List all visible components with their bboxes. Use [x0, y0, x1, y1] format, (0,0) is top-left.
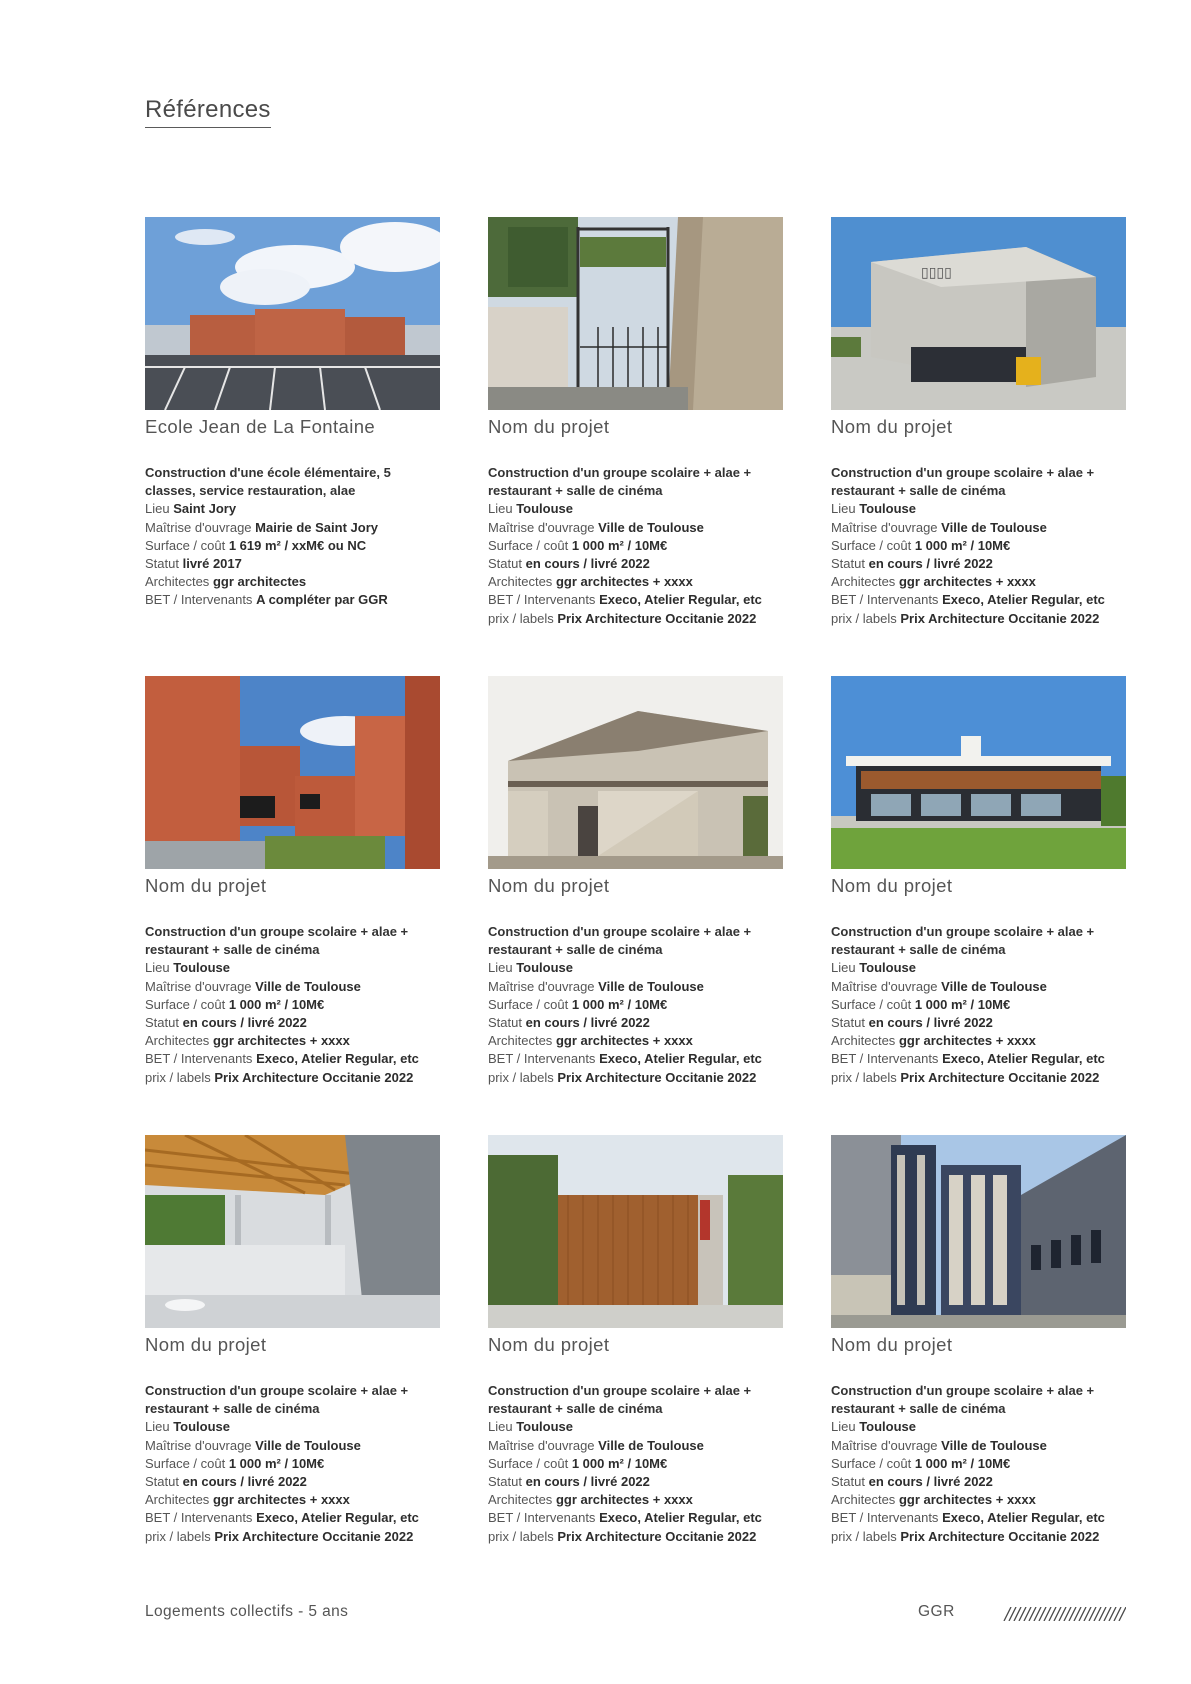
row-value: Prix Architecture Occitanie 2022	[557, 1528, 757, 1544]
row-value: 1 000 m² / 10M€	[914, 537, 1011, 553]
maitrise-row	[145, 519, 440, 537]
row-label: Architectes	[145, 574, 210, 590]
row-label: Lieu	[145, 501, 170, 517]
row-label: BET / Intervenants	[831, 592, 939, 608]
concrete-cinema-photo	[831, 217, 1126, 410]
lieu-row	[831, 1418, 1126, 1436]
row-value: Prix Architecture Occitanie 2022	[557, 610, 757, 626]
svg-text:▯▯▯▯: ▯▯▯▯	[921, 264, 952, 280]
row-label: Architectes	[831, 574, 896, 590]
row-label: BET / Intervenants	[831, 1510, 939, 1526]
row-value: Toulouse	[173, 960, 231, 976]
statut-row	[831, 1473, 1126, 1491]
timber-canopy-photo	[145, 1135, 440, 1328]
project-title: Nom du projet	[145, 875, 267, 896]
row-value: Ville de Toulouse	[941, 978, 1047, 994]
row-label: Lieu	[488, 1419, 513, 1435]
surface-row	[145, 537, 440, 555]
lieu-row	[145, 959, 440, 977]
row-value: livré 2017	[182, 556, 242, 572]
lieu-row	[831, 500, 1126, 518]
project-card	[831, 217, 1126, 628]
row-label: Surface / coût	[488, 996, 569, 1012]
statut-row	[145, 1014, 440, 1032]
bet-row	[145, 1509, 440, 1527]
lieu-row	[145, 1418, 440, 1436]
maitrise-row	[488, 519, 783, 537]
prix-row	[831, 610, 1126, 628]
row-value: A compléter par GGR	[256, 592, 388, 608]
row-label: Lieu	[831, 1419, 856, 1435]
row-value: ggr architectes	[212, 574, 307, 590]
project-title: Nom du projet	[831, 875, 953, 896]
row-label: prix / labels	[145, 1528, 211, 1544]
row-value: Ville de Toulouse	[598, 1437, 704, 1453]
lieu-row	[145, 500, 440, 518]
row-value: Toulouse	[516, 960, 574, 976]
row-label: Lieu	[145, 1419, 170, 1435]
row-label: Maîtrise d'ouvrage	[145, 1437, 252, 1453]
brick-housing-photo	[145, 676, 440, 869]
row-label: prix / labels	[488, 1069, 554, 1085]
bet-row	[145, 591, 440, 609]
project-card	[831, 676, 1126, 1087]
row-value: Prix Architecture Occitanie 2022	[900, 1528, 1100, 1544]
prix-row	[831, 1528, 1126, 1546]
architectes-row	[488, 1032, 783, 1050]
row-value: ggr architectes + xxxx	[555, 1033, 693, 1049]
row-label: Statut	[831, 1474, 865, 1490]
statut-row	[488, 1473, 783, 1491]
project-description: Construction d'un groupe scolaire + alae + restaurant + salle de cinéma	[831, 924, 1095, 958]
prix-row	[831, 1069, 1126, 1087]
project-title: Nom du projet	[831, 416, 953, 437]
row-value: 1 000 m² / 10M€	[228, 1455, 325, 1471]
row-value: 1 000 m² / 10M€	[571, 1455, 668, 1471]
lieu-row	[488, 1418, 783, 1436]
row-value: Execo, Atelier Regular, etc	[256, 1510, 419, 1526]
project-card	[145, 217, 440, 610]
row-value: Prix Architecture Occitanie 2022	[214, 1528, 414, 1544]
project-title: Nom du projet	[488, 1334, 610, 1355]
footer-brand: GGR	[918, 1603, 955, 1620]
row-label: prix / labels	[488, 1528, 554, 1544]
row-value: en cours / livré 2022	[525, 1474, 650, 1490]
project-description: Construction d'un groupe scolaire + alae + restaurant + salle de cinéma	[831, 465, 1095, 499]
architectes-row	[831, 1032, 1126, 1050]
page-title: Références	[145, 96, 271, 128]
row-label: Maîtrise d'ouvrage	[488, 1437, 595, 1453]
row-value: en cours / livré 2022	[182, 1474, 307, 1490]
prix-row	[488, 1528, 783, 1546]
row-value: Execo, Atelier Regular, etc	[942, 1051, 1105, 1067]
architectes-row	[145, 1032, 440, 1050]
bet-row	[145, 1050, 440, 1068]
project-card	[145, 676, 440, 1087]
row-label: Surface / coût	[145, 1455, 226, 1471]
row-value: ggr architectes + xxxx	[212, 1492, 350, 1508]
statut-row	[145, 1473, 440, 1491]
row-value: Ville de Toulouse	[941, 1437, 1047, 1453]
row-label: BET / Intervenants	[488, 1051, 596, 1067]
row-value: ggr architectes + xxxx	[212, 1033, 350, 1049]
row-label: BET / Intervenants	[145, 1510, 253, 1526]
row-label: Maîtrise d'ouvrage	[488, 519, 595, 535]
row-label: Maîtrise d'ouvrage	[831, 1437, 938, 1453]
row-label: Surface / coût	[145, 537, 226, 553]
surface-row	[488, 537, 783, 555]
surface-row	[488, 1455, 783, 1473]
bet-row	[488, 1050, 783, 1068]
row-value: Prix Architecture Occitanie 2022	[214, 1069, 414, 1085]
project-description: Construction d'un groupe scolaire + alae + restaurant + salle de cinéma	[488, 924, 752, 958]
row-label: Lieu	[145, 960, 170, 976]
row-value: en cours / livré 2022	[868, 1015, 993, 1031]
maitrise-row	[488, 1437, 783, 1455]
architectes-row	[488, 1491, 783, 1509]
row-label: BET / Intervenants	[831, 1051, 939, 1067]
row-value: Prix Architecture Occitanie 2022	[900, 1069, 1100, 1085]
row-value: Toulouse	[516, 501, 574, 517]
row-label: BET / Intervenants	[145, 592, 253, 608]
surface-row	[145, 1455, 440, 1473]
surface-row	[145, 996, 440, 1014]
row-value: Toulouse	[516, 1419, 574, 1435]
maitrise-row	[831, 519, 1126, 537]
project-description: Construction d'un groupe scolaire + alae + restaurant + salle de cinéma	[488, 465, 752, 499]
row-label: Lieu	[831, 501, 856, 517]
surface-row	[831, 537, 1126, 555]
project-card	[488, 676, 783, 1087]
prix-row	[145, 1069, 440, 1087]
bet-row	[831, 1050, 1126, 1068]
row-value: ggr architectes + xxxx	[898, 1492, 1036, 1508]
bet-row	[488, 1509, 783, 1527]
row-label: Statut	[145, 1015, 179, 1031]
row-label: Statut	[488, 1015, 522, 1031]
row-value: Toulouse	[173, 1419, 231, 1435]
lieu-row	[488, 959, 783, 977]
row-value: 1 619 m² / xxM€ ou NC	[228, 537, 367, 553]
row-value: Toulouse	[859, 501, 917, 517]
project-title: Nom du projet	[831, 1334, 953, 1355]
row-label: Surface / coût	[831, 1455, 912, 1471]
row-label: BET / Intervenants	[488, 1510, 596, 1526]
row-value: 1 000 m² / 10M€	[914, 1455, 1011, 1471]
row-label: Statut	[831, 1015, 865, 1031]
project-title: Nom du projet	[488, 416, 610, 437]
prix-row	[145, 1528, 440, 1546]
row-value: en cours / livré 2022	[525, 1015, 650, 1031]
hatch-pattern-icon	[1002, 1607, 1126, 1621]
lieu-row	[488, 500, 783, 518]
row-label: Lieu	[488, 501, 513, 517]
row-value: 1 000 m² / 10M€	[228, 996, 325, 1012]
project-description: Construction d'une école élémentaire, 5 classes, service restauration, alae	[145, 465, 391, 499]
prix-row	[488, 610, 783, 628]
row-label: Statut	[831, 556, 865, 572]
row-value: Execo, Atelier Regular, etc	[599, 1051, 762, 1067]
row-value: Prix Architecture Occitanie 2022	[557, 1069, 757, 1085]
row-label: Architectes	[145, 1033, 210, 1049]
architectes-row	[145, 573, 440, 591]
project-description: Construction d'un groupe scolaire + alae + restaurant + salle de cinéma	[145, 924, 409, 958]
row-value: en cours / livré 2022	[868, 556, 993, 572]
metal-facade-courtyard-photo	[831, 1135, 1126, 1328]
row-value: Prix Architecture Occitanie 2022	[900, 610, 1100, 626]
project-title: Nom du projet	[488, 875, 610, 896]
row-value: Toulouse	[859, 1419, 917, 1435]
row-value: Saint Jory	[173, 501, 237, 517]
stone-barn-photo	[488, 676, 783, 869]
row-label: Surface / coût	[488, 1455, 569, 1471]
architectes-row	[831, 1491, 1126, 1509]
row-label: Statut	[145, 1474, 179, 1490]
row-value: Ville de Toulouse	[598, 519, 704, 535]
row-value: en cours / livré 2022	[525, 556, 650, 572]
row-label: Maîtrise d'ouvrage	[145, 978, 252, 994]
row-value: en cours / livré 2022	[868, 1474, 993, 1490]
row-value: ggr architectes + xxxx	[555, 574, 693, 590]
lieu-row	[831, 959, 1126, 977]
row-value: Execo, Atelier Regular, etc	[942, 592, 1105, 608]
row-label: Maîtrise d'ouvrage	[831, 978, 938, 994]
row-label: Statut	[488, 1474, 522, 1490]
row-label: Architectes	[831, 1492, 896, 1508]
statut-row	[145, 555, 440, 573]
row-label: Lieu	[488, 960, 513, 976]
row-label: Architectes	[488, 1492, 553, 1508]
row-label: Architectes	[145, 1492, 210, 1508]
statut-row	[488, 555, 783, 573]
row-label: Surface / coût	[488, 537, 569, 553]
row-value: Execo, Atelier Regular, etc	[942, 1510, 1105, 1526]
footer-section-label: Logements collectifs - 5 ans	[145, 1603, 349, 1620]
surface-row	[488, 996, 783, 1014]
row-value: Toulouse	[859, 960, 917, 976]
row-value: Execo, Atelier Regular, etc	[599, 1510, 762, 1526]
architectes-row	[488, 573, 783, 591]
project-card	[488, 217, 783, 628]
row-value: Mairie de Saint Jory	[255, 519, 378, 535]
row-label: Surface / coût	[831, 537, 912, 553]
row-label: BET / Intervenants	[145, 1051, 253, 1067]
row-value: Execo, Atelier Regular, etc	[599, 592, 762, 608]
row-label: BET / Intervenants	[488, 592, 596, 608]
maitrise-row	[145, 1437, 440, 1455]
surface-row	[831, 1455, 1126, 1473]
row-label: Maîtrise d'ouvrage	[831, 519, 938, 535]
statut-row	[488, 1014, 783, 1032]
row-label: prix / labels	[831, 610, 897, 626]
row-label: Statut	[488, 556, 522, 572]
maitrise-row	[145, 978, 440, 996]
row-label: Surface / coût	[831, 996, 912, 1012]
project-card	[488, 1135, 783, 1546]
wood-clad-building-photo	[488, 1135, 783, 1328]
row-value: Execo, Atelier Regular, etc	[256, 1051, 419, 1067]
project-card	[831, 1135, 1126, 1546]
row-value: Ville de Toulouse	[255, 1437, 361, 1453]
row-label: prix / labels	[145, 1069, 211, 1085]
maitrise-row	[831, 978, 1126, 996]
row-value: 1 000 m² / 10M€	[571, 996, 668, 1012]
pavilion-lawn-photo	[831, 676, 1126, 869]
project-description: Construction d'un groupe scolaire + alae + restaurant + salle de cinéma	[831, 1383, 1095, 1417]
row-label: Maîtrise d'ouvrage	[145, 519, 252, 535]
bet-row	[831, 591, 1126, 609]
bet-row	[488, 591, 783, 609]
project-title: Nom du projet	[145, 1334, 267, 1355]
surface-row	[831, 996, 1126, 1014]
maitrise-row	[831, 1437, 1126, 1455]
row-label: prix / labels	[488, 610, 554, 626]
school-brick-parking-photo	[145, 217, 440, 410]
row-label: Architectes	[831, 1033, 896, 1049]
row-value: Ville de Toulouse	[598, 978, 704, 994]
row-label: Architectes	[488, 1033, 553, 1049]
row-value: Ville de Toulouse	[941, 519, 1047, 535]
project-description: Construction d'un groupe scolaire + alae + restaurant + salle de cinéma	[488, 1383, 752, 1417]
row-value: 1 000 m² / 10M€	[914, 996, 1011, 1012]
project-description: Construction d'un groupe scolaire + alae + restaurant + salle de cinéma	[145, 1383, 409, 1417]
row-value: ggr architectes + xxxx	[898, 574, 1036, 590]
architectes-row	[145, 1491, 440, 1509]
project-card	[145, 1135, 440, 1546]
architectes-row	[831, 573, 1126, 591]
row-label: prix / labels	[831, 1528, 897, 1544]
statut-row	[831, 1014, 1126, 1032]
row-label: Lieu	[831, 960, 856, 976]
row-value: ggr architectes + xxxx	[555, 1492, 693, 1508]
maitrise-row	[488, 978, 783, 996]
pergola-stone-wall-photo	[488, 217, 783, 410]
row-label: prix / labels	[831, 1069, 897, 1085]
row-value: Ville de Toulouse	[255, 978, 361, 994]
row-value: en cours / livré 2022	[182, 1015, 307, 1031]
prix-row	[488, 1069, 783, 1087]
row-value: ggr architectes + xxxx	[898, 1033, 1036, 1049]
row-label: Surface / coût	[145, 996, 226, 1012]
row-label: Statut	[145, 556, 179, 572]
project-title: Ecole Jean de La Fontaine	[145, 416, 376, 437]
statut-row	[831, 555, 1126, 573]
row-label: Architectes	[488, 574, 553, 590]
row-value: 1 000 m² / 10M€	[571, 537, 668, 553]
row-label: Maîtrise d'ouvrage	[488, 978, 595, 994]
bet-row	[831, 1509, 1126, 1527]
